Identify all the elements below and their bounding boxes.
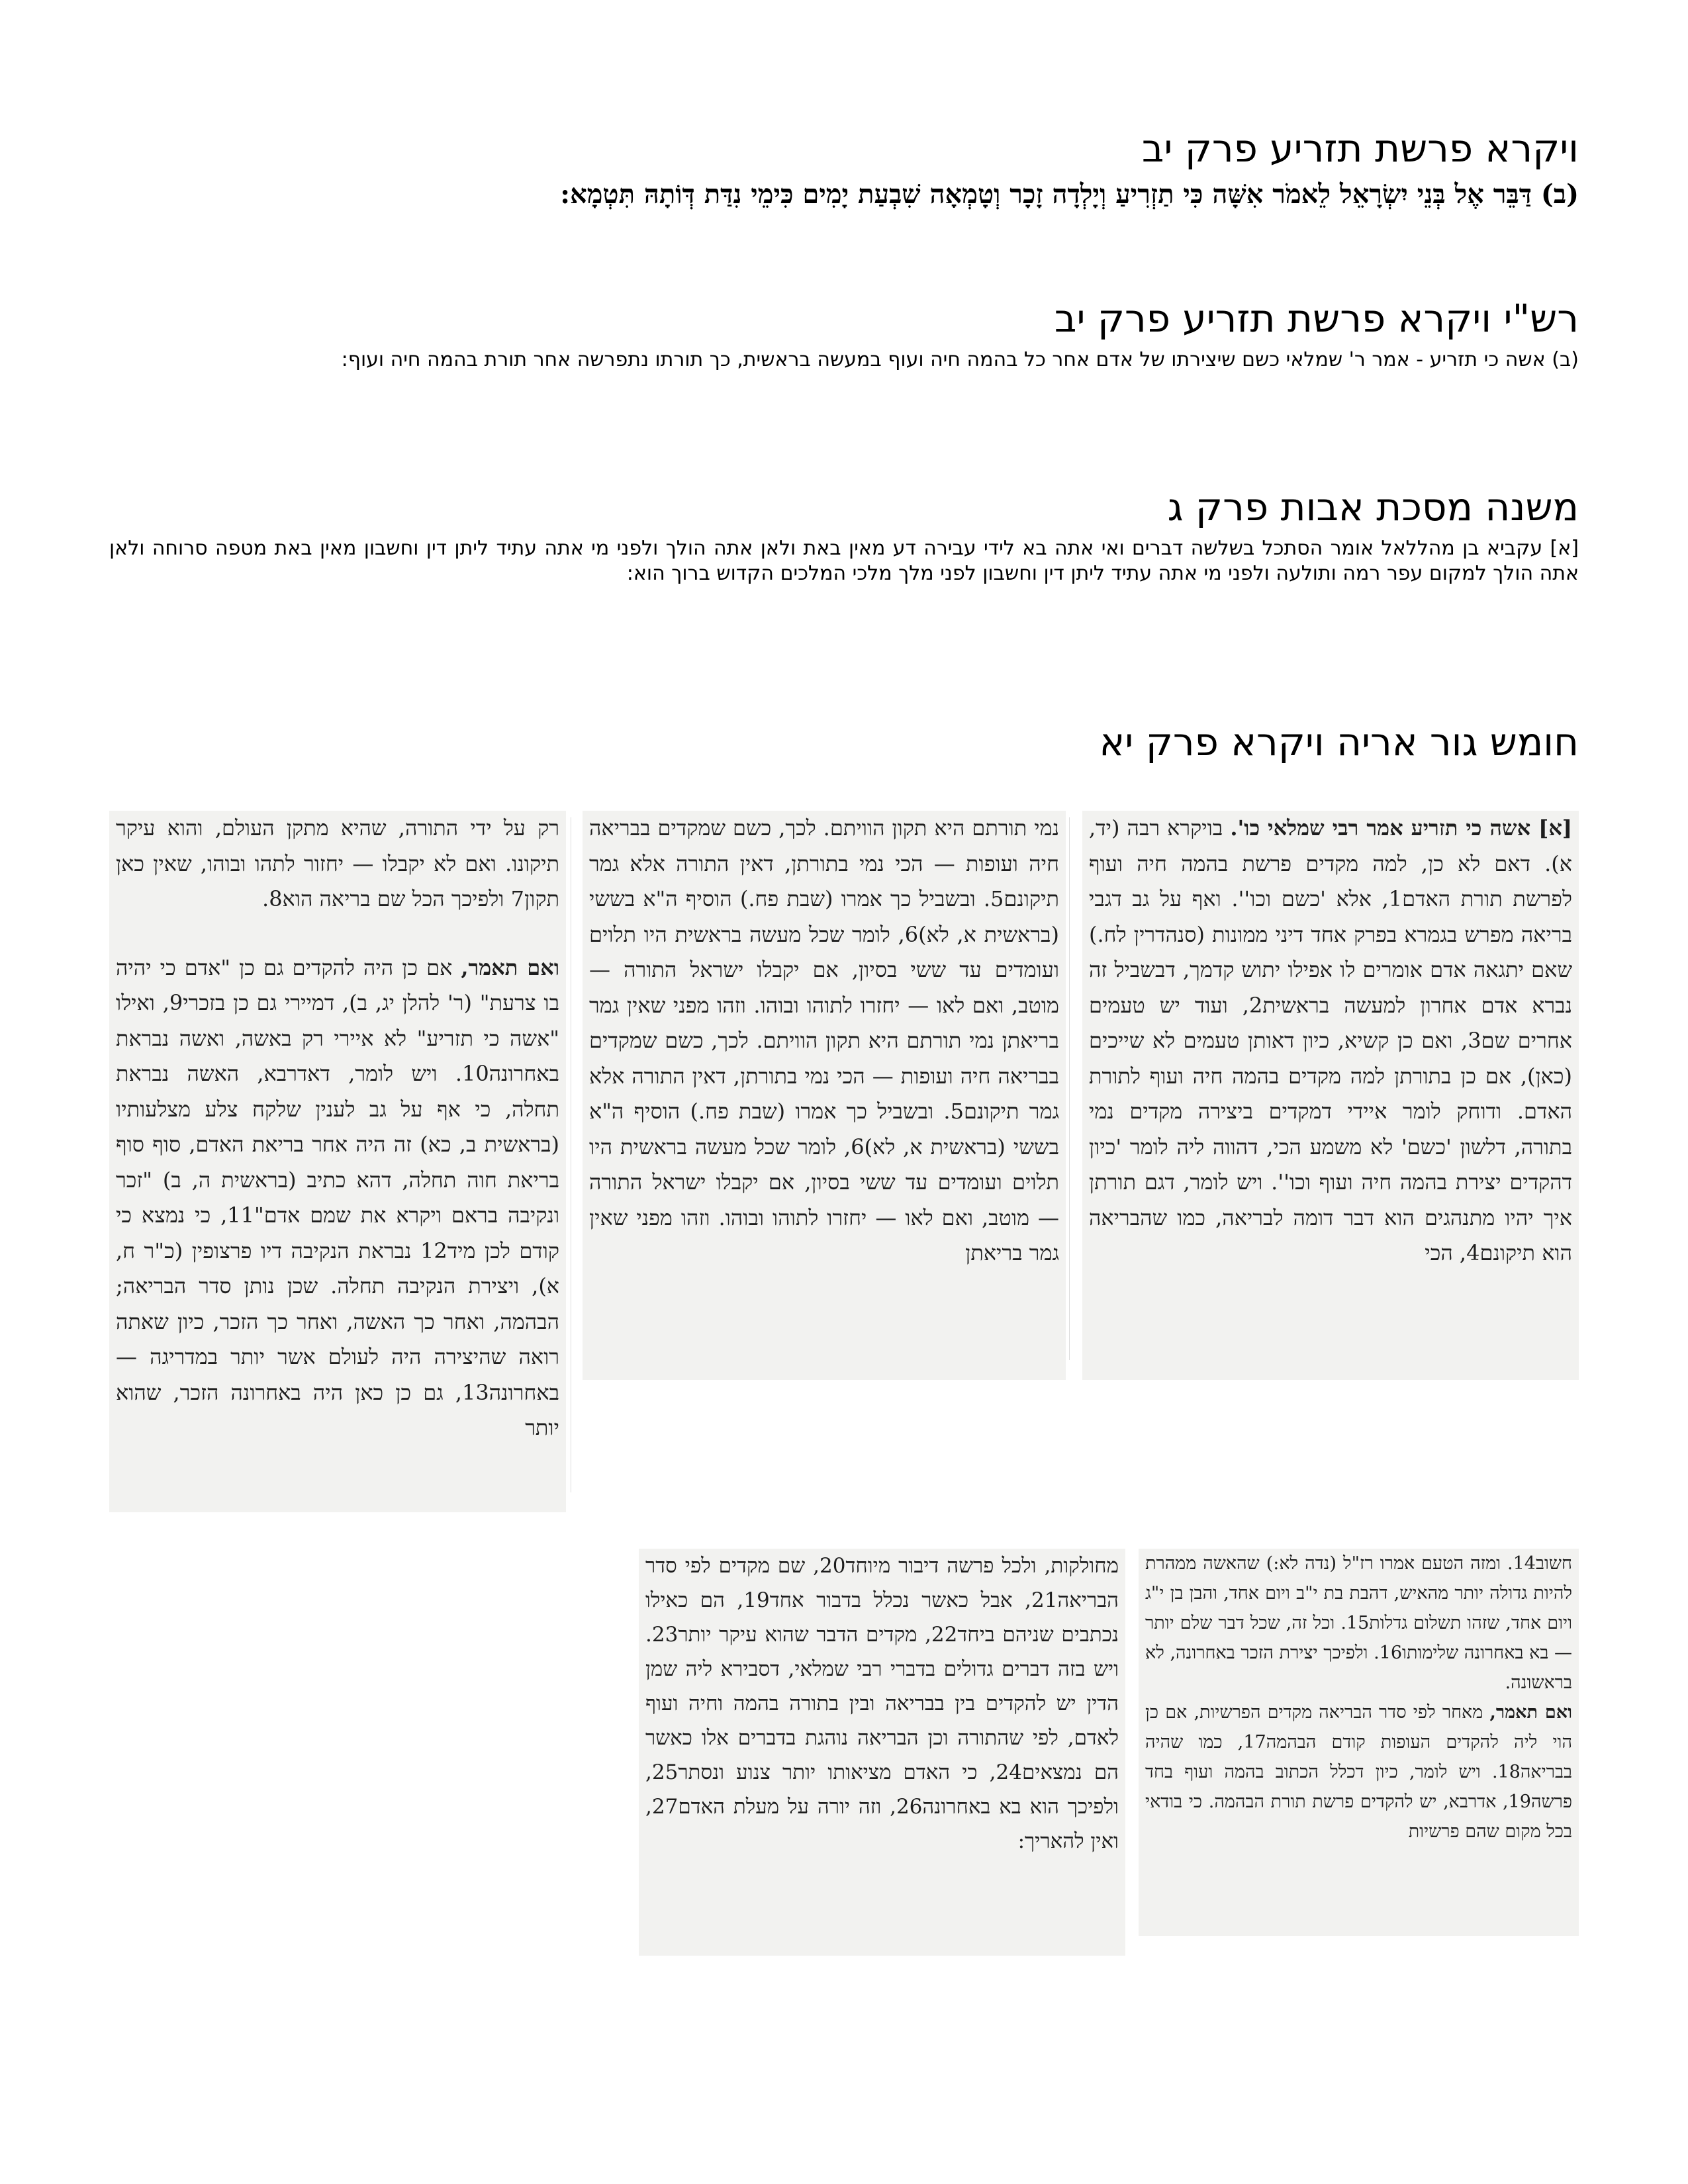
paragraph-lead: ואם תאמר,	[1489, 1702, 1572, 1723]
section-title: משנה מסכת אבות פרק ג	[1167, 484, 1579, 529]
scan-column-lower-middle	[639, 1549, 1125, 1956]
column-paragraph: רק על ידי התורה, שהיא מתקן העולם, והוא עיקר תיקונו. ואם לא יקבלו — יחזור לתהו ובוהו, שאין כאן תקון7 ולפיכך הכל שם בריאה הוא8.	[116, 815, 559, 911]
scan-column-middle	[583, 811, 1066, 1380]
column-paragraph: חשוב14. ומזה הטעם אמרו רז"ל (נדה לא:) שהאשה ממהרת להיות גדולה יותר מהאיש, דהבת בת י"ב ויום אחד, והבן בן י"ג ויום אחד, שזהו תשלום גדלות15. וכל זה, שכל דבר שלם יותר — בא באחרונה שלימותו16. ולפיכך יצירת הזכר באחרונה, לא בראשונה.	[1145, 1553, 1573, 1693]
section-title: רש"י ויקרא פרשת תזריע פרק יב	[1054, 296, 1579, 341]
paragraph-lead: ואם תאמר,	[461, 954, 559, 980]
paragraph-body: בויקרא רבה (יד, א). דאם לא כן, למה מקדים פרשת בהמה חיה ועוף לפרשת תורת האדם1, אלא 'כשם וכו''. ואף על גב דגבי בריאה מפרש בגמרא בפרק אחד דיני ממונות (סנהדרין לח.) שאם יתגאה אדם אומרים לו אפילו יתוש קדמך, דבשביל זה נברא אדם אחרון למעשה בראשית2, ועוד יש טעמים אחרים שם3, ואם כן קשיא, כיון דאותן טעמים לא שייכים (כאן), אם כן בתורתן למה מקדים בהמה חיה ועוף לתורת האדם. ודוחק לומר איידי דמקדים ביצירה מקדים נמי בתורה, דלשון 'כשם' לא משמע הכי, דהווה ליה לומר 'כיון דהקדים יצירת בהמה חיה ועוף וכו''. ויש לומר, דגם תורתן איך יהיו מתנהגים הוא דבר דומה לבריאה, כמו שהבריאה הוא תיקונם4, הכי	[1089, 815, 1573, 1265]
column-paragraph: נמי תורתם היא תקון הוויתם. לכך, כשם שמקדים בבריאה חיה ועופות — הכי נמי בתורתן, דאין התורה אלא גמר תיקונם5. ובשביל כך אמרו (שבת פח.) הוסיף ה"א בששי (בראשית א, לא)6, לומר שכל מעשה בראשית היו תלוים ועומדים עד ששי בסיון, אם יקבלו ישראל התורה — מוטב, ואם לאו — יחזרו לתוהו ובוהו. וזהו מפני שאין גמר בריאתן נמי תורתם היא תקון הוויתם. לכך, כשם שמקדים בבריאה חיה ועופות — הכי נמי בתורתן, דאין התורה אלא גמר תיקונם5. ובשביל כך אמרו (שבת פח.) הוסיף ה"א בששי (בראשית א, לא)6, לומר שכל מעשה בראשית היו תלוים ועומדים עד ששי בסיון, אם יקבלו ישראל התורה — מוטב, ואם לאו — יחזרו לתוהו ובוהו. וזהו מפני שאין גמר בריאתן	[589, 815, 1060, 1265]
column-paragraph	[1089, 811, 1572, 1271]
scan-column-lower-right	[1139, 1549, 1579, 1936]
paragraph-body: אם כן היה להקדים גם כן "אדם כי יהיה בו צרעת" (ר' להלן יג, ב), דמיירי גם כן בזכרי9, ואילו "אשה כי תזריע" לא איירי רק באשה, ואשה נבראת באחרונה10. ויש לומר, דאדרבא, האשה נבראת תחלה, כי אף על גב לענין שלקח צלע מצלעותיו (בראשית ב, כא) זה היה אחר בריאת האדם, סוף סוף בריאת חוה תחלה, דהא כתיב (בראשית ה, ב) "זכר ונקיבה בראם ויקרא את שמם אדם"11, כי נמצא כי קודם לכן מיד12 נבראת הנקיבה דיו פרצופין (כ"ר ח, א), ויצירת הנקיבה תחלה. שכן נותן סדר הבריאה; הבהמה, ואחר כך האשה, ואחר כך הזכר, כיון שאתה רואה שהיצירה היה לעולם אשר יותר במדריגה — באחרונה13, גם כן כאן היה באחרונה הזכר, שהוא יותר	[116, 954, 560, 1440]
scan-column-right	[1082, 811, 1579, 1380]
scan-column-left	[109, 811, 566, 1512]
column-paragraph: מחולקות, ולכל פרשה דיבור מיוחד20, שם מקדים לפי סדר הבריאה21, אבל כאשר נכלל בדבור אחד19, הם כאילו נכתבים שניהם ביחד22, מקדים הדבר שהוא עיקר יותר23. ויש בזה דברים גדולים בדברי רבי שמלאי, דסבירא ליה שמן הדין יש להקדים בין בבריאה ובין בתורה בהמה וחיה ועוף לאדם, לפי שהתורה וכן הבריאה נוהגת בדברים אלו כאשר הם נמצאים24, כי האדם מציאותו יותר צנוע ונסתר25, ולפיכך הוא בא באחרונה26, וזה יורה על מעלת האדם27, ואין להאריך:	[645, 1554, 1119, 1853]
section-vayikra	[109, 124, 1579, 212]
section-gur-aryeh	[109, 718, 1579, 766]
section-mishnah	[109, 483, 1579, 586]
section-rashi	[109, 295, 1579, 373]
mishnah-text: [א] עקביא בן מהללאל אומר הסתכל בשלשה דברים ואי אתה בא לידי עבירה דע מאין באת ולאן אתה הולך ולפני מי אתה עתיד ליתן דין וחשבון מאין באת מטפה סרוחה ולאן אתה הולך למקום עפר רמה ותולעה ולפני מי אתה עתיד ליתן דין וחשבון לפני מלך מלכי המלכים הקדוש ברוך הוא:	[109, 537, 1579, 585]
paragraph-lead: [א] אשה כי תזריע אמר רבי שמלאי כו'.	[1230, 815, 1573, 841]
section-title: חומש גור אריה ויקרא פרק יא	[1099, 719, 1579, 764]
column-divider	[1069, 817, 1070, 1360]
verse-text: (ב) דַּבֵּר אֶל בְּנֵי יִשְׂרָאֵל לֵאמֹר אִשָּׁה כִּי תַזְרִיעַ וְיָלְדָה זָכָר וְטָמְאָה שִׁבְעַת יָמִים כִּימֵי נִדַּת דְּוֹתָהּ תִּטְמָא:	[560, 179, 1579, 210]
paragraph-body: מאחר לפי סדר הבריאה מקדים הפרשיות, אם כן הוי ליה להקדים העופות קודם הבהמה17, כמו שהיה בבריאה18. ויש לומר, כיון דכלל הכתוב בהמה ועוף בחד פרשה19, אדרבא, יש להקדים פרשת תורת הבהמה. כי בודאי בכל מקום שהם פרשיות	[1145, 1702, 1572, 1842]
rashi-text: (ב) אשה כי תזריע - אמר ר' שמלאי כשם שיצירתו של אדם אחר כל בהמה חיה ועוף במעשה בראשית, כך תורתו נתפרשה אחר תורת בהמה חיה ועוף:	[341, 348, 1579, 371]
column-paragraph	[1145, 1698, 1572, 1846]
section-title: ויקרא פרשת תזריע פרק יב	[1141, 126, 1579, 171]
column-paragraph	[116, 950, 559, 1446]
paragraph-gap	[116, 917, 559, 950]
